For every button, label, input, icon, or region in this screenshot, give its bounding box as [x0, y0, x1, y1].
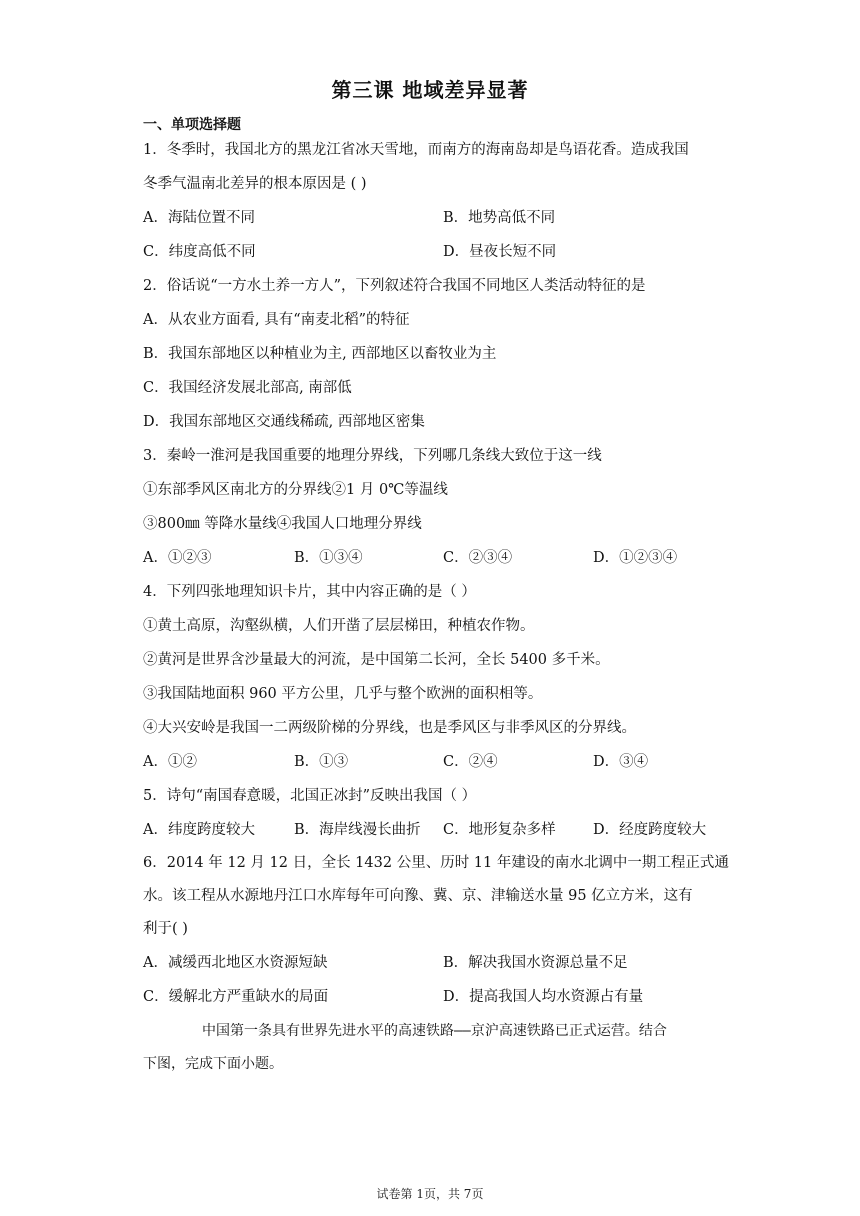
question-1-option-a: A．海陆位置不同 [143, 210, 255, 226]
passage-line-1: 中国第一条具有世界先进水平的高速铁路——京沪高速铁路已正式运营。结合 [202, 1023, 667, 1039]
question-4-stem: 4．下列四张地理知识卡片，其中内容正确的是（ ） [143, 584, 476, 600]
question-5-option-d: D．经度跨度较大 [593, 822, 707, 838]
question-4-option-a: A．①② [143, 754, 197, 770]
question-6-option-d: D．提高我国人均水资源占有量 [443, 989, 644, 1005]
question-6-option-a: A．减缓西北地区水资源短缺 [143, 955, 328, 971]
question-4-card-1: ①黄土高原，沟壑纵横，人们开凿了层层梯田，种植农作物。 [143, 618, 535, 634]
question-2-option-d: D．我国东部地区交通线稀疏, 西部地区密集 [143, 414, 425, 430]
page-footer: 试卷第 1页，共 7页 [376, 1187, 484, 1201]
question-1-stem-line-2: 冬季气温南北差异的根本原因是 ( ) [143, 176, 367, 192]
page-title: 第三课 地域差异显著 [331, 78, 529, 102]
question-4-option-c: C．②④ [443, 754, 498, 770]
question-5-option-a: A．纬度跨度较大 [143, 822, 255, 838]
passage-line-2: 下图，完成下面小题。 [143, 1056, 283, 1072]
question-2-option-b: B．我国东部地区以种植业为主, 西部地区以畜牧业为主 [143, 346, 497, 362]
question-3-stem: 3．秦岭一淮河是我国重要的地理分界线，下列哪几条线大致位于这一线 [143, 448, 602, 464]
question-3-option-a: A．①②③ [143, 550, 212, 566]
question-5-option-b: B．海岸线漫长曲折 [294, 822, 421, 838]
question-3-option-c: C．②③④ [443, 550, 513, 566]
question-3-option-b: B．①③④ [294, 550, 363, 566]
question-5-option-c: C．地形复杂多样 [443, 822, 556, 838]
question-1-option-c: C．纬度高低不同 [143, 244, 256, 260]
question-6-stem-line-2: 水。该工程从水源地丹江口水库每年可向豫、冀、京、津输送水量 95 亿立方米，这有 [143, 888, 693, 904]
question-1-option-b: B．地势高低不同 [443, 210, 556, 226]
question-3-statements-2: ③800㎜ 等降水量线④我国人口地理分界线 [143, 516, 422, 532]
question-6-stem-line-1: 6．2014 年 12 月 12 日，全长 1432 公里、历时 11 年建设的南水北调中一期工程正式通 [143, 855, 729, 871]
question-2-stem: 2．俗话说“一方水土养一方人”，下列叙述符合我国不同地区人类活动特征的是 [143, 278, 646, 294]
question-4-card-3: ③我国陆地面积 960 平方公里，几乎与整个欧洲的面积相等。 [143, 686, 543, 702]
question-6-stem-line-3: 利于( ) [143, 921, 188, 937]
question-3-statements-1: ①东部季风区南北方的分界线②1 月 0℃等温线 [143, 482, 448, 498]
question-4-card-2: ②黄河是世界含沙量最大的河流，是中国第二长河，全长 5400 多千米。 [143, 652, 610, 668]
question-6-option-c: C．缓解北方严重缺水的局面 [143, 989, 329, 1005]
question-4-option-b: B．①③ [294, 754, 349, 770]
question-2-option-c: C．我国经济发展北部高, 南部低 [143, 380, 352, 396]
question-1-option-d: D．昼夜长短不同 [443, 244, 557, 260]
question-2-option-a: A．从农业方面看, 具有“南麦北稻”的特征 [143, 312, 410, 328]
question-3-option-d: D．①②③④ [593, 550, 678, 566]
question-4-card-4: ④大兴安岭是我国一二两级阶梯的分界线，也是季风区与非季风区的分界线。 [143, 720, 636, 736]
question-5-stem: 5．诗句“南国春意暖，北国正冰封”反映出我国（ ） [143, 788, 477, 804]
question-6-option-b: B．解决我国水资源总量不足 [443, 955, 628, 971]
question-4-option-d: D．③④ [593, 754, 649, 770]
section-heading: 一、单项选择题 [143, 117, 241, 133]
question-1-stem-line-1: 1．冬季时，我国北方的黑龙江省冰天雪地，而南方的海南岛却是鸟语花香。造成我国 [143, 142, 689, 158]
